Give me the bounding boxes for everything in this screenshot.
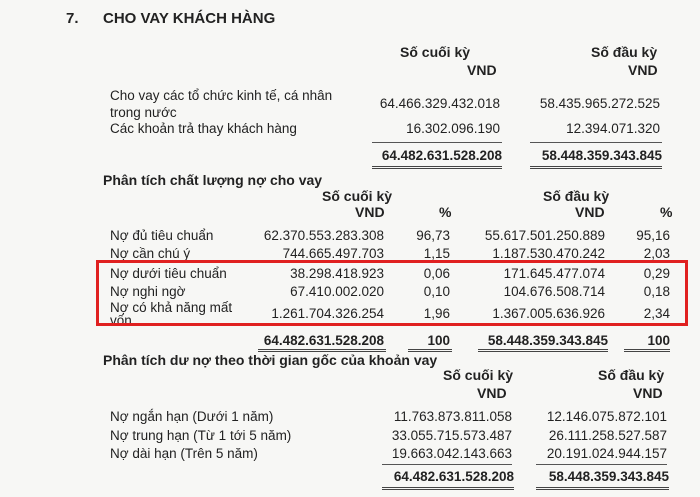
closing-value: 1.261.704.326.254: [271, 306, 384, 321]
opening-unit: VND: [633, 385, 663, 401]
divider: [382, 464, 512, 465]
table-title: Phân tích dư nợ theo thời gian gốc của khoản vay: [103, 352, 438, 368]
closing-header: Số cuối kỳ: [400, 44, 471, 60]
opening-total: 58.448.359.343.845: [541, 148, 662, 163]
row-label: Nợ dưới tiêu chuẩn: [110, 266, 227, 281]
closing-header: Số cuối kỳ: [322, 188, 393, 204]
divider: [530, 142, 662, 143]
closing-value: 64.466.329.432.018: [379, 96, 500, 111]
closing-total: 64.482.631.528.208: [393, 469, 514, 484]
row-label: Nợ dài hạn (Trên 5 năm): [110, 446, 258, 461]
closing-value: 33.055.715.573.487: [391, 428, 512, 443]
row-label: Nợ có khả năng mất: [110, 300, 233, 315]
opening-value: 55.617.501.250.889: [484, 228, 605, 243]
closing-total: 64.482.631.528.208: [381, 148, 502, 163]
row-label: Các khoản trả thay khách hàng: [110, 121, 297, 136]
row-label: Nợ đủ tiêu chuẩn: [110, 228, 214, 243]
opening-value: 12.394.071.320: [566, 121, 660, 136]
row-label-cont: trong nước: [110, 105, 177, 120]
closing-value: 16.302.096.190: [406, 121, 500, 136]
row-label: Nợ trung hạn (Từ 1 tới 5 năm): [110, 428, 292, 443]
closing-value: 744.665.497.703: [282, 246, 384, 261]
closing-pct-header: %: [439, 204, 452, 220]
closing-pct-total: 100: [427, 333, 450, 348]
opening-pct: 0,18: [643, 284, 670, 299]
row-label: Nợ cần chú ý: [110, 246, 191, 261]
row-label: Nợ nghi ngờ: [110, 284, 186, 299]
opening-pct: 0,29: [643, 266, 670, 281]
closing-value: 19.663.042.143.663: [391, 446, 512, 461]
closing-value: 11.763.873.811.058: [393, 409, 512, 424]
highlight-box: [96, 260, 688, 326]
closing-header: Số cuối kỳ: [443, 367, 514, 383]
divider: [536, 464, 667, 465]
row-label-cont: vốn: [110, 313, 132, 328]
section-title: CHO VAY KHÁCH HÀNG: [103, 10, 276, 27]
double-divider: [536, 487, 669, 490]
opening-pct-header: %: [660, 204, 673, 220]
table-title: Phân tích chất lượng nợ cho vay: [103, 172, 323, 188]
double-divider: [624, 349, 670, 352]
opening-pct: 2,34: [643, 306, 670, 321]
opening-header: Số đầu kỳ: [598, 367, 665, 383]
closing-unit: VND: [355, 204, 385, 220]
opening-unit: VND: [575, 204, 605, 220]
opening-pct: 95,16: [636, 228, 670, 243]
opening-total: 58.448.359.343.845: [548, 469, 669, 484]
closing-value: 62.370.553.283.308: [263, 228, 384, 243]
closing-pct: 0,06: [423, 266, 450, 281]
closing-pct: 96,73: [416, 228, 450, 243]
double-divider: [372, 166, 502, 169]
closing-unit: VND: [477, 385, 507, 401]
closing-pct: 1,15: [423, 246, 450, 261]
closing-unit: VND: [467, 62, 497, 78]
closing-pct: 1,96: [423, 306, 450, 321]
opening-value: 1.187.530.470.242: [492, 246, 605, 261]
section-number: 7.: [66, 10, 79, 27]
opening-pct: 2,03: [643, 246, 670, 261]
double-divider: [478, 349, 608, 352]
closing-value: 67.410.002.020: [290, 284, 384, 299]
closing-pct: 0,10: [423, 284, 450, 299]
opening-value: 104.676.508.714: [503, 284, 605, 299]
opening-value: 26.111.258.527.587: [548, 428, 667, 443]
opening-value: 1.367.005.636.926: [492, 306, 605, 321]
opening-header: Số đầu kỳ: [543, 188, 610, 204]
closing-total: 64.482.631.528.208: [263, 333, 384, 348]
opening-total: 58.448.359.343.845: [487, 333, 608, 348]
opening-pct-total: 100: [647, 333, 670, 348]
opening-value: 58.435.965.272.525: [539, 96, 660, 111]
row-label: Cho vay các tổ chức kinh tế, cá nhân: [110, 88, 333, 103]
opening-value: 171.645.477.074: [503, 266, 605, 281]
row-label: Nợ ngắn hạn (Dưới 1 năm): [110, 409, 274, 424]
opening-unit: VND: [628, 62, 658, 78]
double-divider: [382, 487, 514, 490]
divider: [372, 142, 502, 143]
opening-header: Số đầu kỳ: [591, 44, 658, 60]
opening-value: 12.146.075.872.101: [546, 409, 667, 424]
closing-value: 38.298.418.923: [290, 266, 384, 281]
opening-value: 20.191.024.944.157: [546, 446, 667, 461]
double-divider: [530, 166, 662, 169]
